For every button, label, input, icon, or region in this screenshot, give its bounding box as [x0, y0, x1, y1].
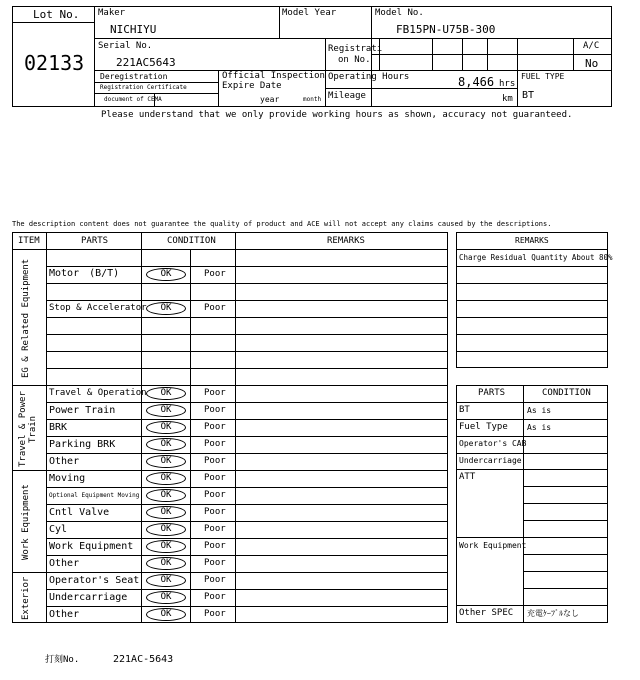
poor-cntl-valve: Poor — [204, 507, 226, 517]
ok-circle-cyl: OK — [146, 523, 186, 536]
poor-undercarriage: Poor — [204, 592, 226, 602]
maker-value: NICHIYU — [110, 23, 157, 36]
poor-stop: Poor — [204, 303, 226, 313]
ok-circle-stop: OK — [146, 302, 186, 315]
registration-label-2: on No. — [338, 55, 371, 65]
col-item-header: ITEM — [18, 236, 40, 246]
month-label: month — [303, 96, 322, 103]
right-other-spec-value: 充電ｹｰﾌﾞﾙなし — [527, 609, 579, 618]
ok-circle-operators-seat: OK — [146, 574, 186, 587]
part-cyl: Cyl — [49, 524, 68, 535]
mileage-label: Mileage — [328, 91, 366, 101]
part-other-work: Other — [49, 558, 80, 569]
right-part-bt: BT — [459, 405, 470, 415]
ok-circle-other-exterior: OK — [146, 608, 186, 621]
ok-circle-brk: OK — [146, 421, 186, 434]
hours-accuracy-note: Please understand that we only provide working hours as shown, accuracy not guaranteed. — [101, 110, 573, 120]
ok-circle-motor: OK — [146, 268, 186, 281]
model-no-value: FB15PN-U75B-300 — [396, 23, 496, 36]
part-stop-accelerator: Stop & Accelerator — [49, 303, 147, 313]
inspection-label-2: Expire Date — [222, 81, 282, 91]
ok-circle-optional: OK — [146, 489, 186, 502]
right-part-att: ATT — [459, 472, 476, 482]
group-eg-related-equipment: EG & Related Equipment — [21, 258, 31, 378]
ok-circle-moving: OK — [146, 472, 186, 485]
group-work-equipment: Work Equipment — [21, 484, 31, 560]
poor-cyl: Poor — [204, 524, 226, 534]
part-moving: Moving — [49, 473, 86, 484]
fuel-type-value: BT — [522, 90, 535, 101]
right-col-condition-header: CONDITION — [542, 388, 591, 398]
poor-brk: Poor — [204, 422, 226, 432]
part-other-exterior: Other — [49, 609, 80, 620]
ok-circle-work-equipment: OK — [146, 540, 186, 553]
deregistration-label: Deregistration — [100, 72, 168, 81]
part-parking-brk: Parking BRK — [49, 439, 116, 450]
right-part-work-equipment: Work Equipment — [459, 541, 527, 550]
ok-circle-parking-brk: OK — [146, 438, 186, 451]
poor-work-equipment: Poor — [204, 541, 226, 551]
part-travel-operation: Travel & Operation — [49, 388, 147, 398]
cema-document-label: document of CEMA — [104, 96, 162, 103]
poor-travel-operation: Poor — [204, 388, 226, 398]
right-part-fuel-type: Fuel Type — [459, 422, 508, 432]
part-optional-equipment-moving: Optional Equipment Moving — [49, 492, 140, 499]
lot-label: Lot No. — [33, 8, 80, 21]
right-bt-condition: As is — [527, 406, 552, 415]
stamp-number-value: 221AC-5643 — [113, 654, 174, 665]
part-other-travel: Other — [49, 456, 80, 467]
col-condition-header: CONDITION — [167, 236, 216, 246]
part-cntl-valve: Cntl Valve — [49, 507, 110, 518]
poor-power-train: Poor — [204, 405, 226, 415]
group-travel-line-2: Train — [27, 415, 38, 443]
part-operators-seat: Operator's Seat — [49, 575, 140, 586]
part-undercarriage: Undercarriage — [49, 592, 128, 603]
right-part-other-spec: Other SPEC — [459, 608, 514, 618]
poor-operators-seat: Poor — [204, 575, 226, 585]
poor-optional: Poor — [204, 490, 226, 500]
inspection-label: Official Inspection — [222, 71, 325, 81]
operating-hours-value: 8,466 — [458, 75, 495, 89]
hours-unit: hrs — [499, 79, 516, 89]
right-col-parts-header: PARTS — [478, 388, 506, 398]
group-travel-line-1: Travel & Power — [18, 391, 28, 467]
ok-circle-other-travel: OK — [146, 455, 186, 468]
ok-circle-travel-operation: OK — [146, 387, 186, 400]
col-remarks-header: REMARKS — [327, 236, 365, 246]
serial-value: 221AC5643 — [116, 56, 176, 69]
part-motor: Motor (B/T) — [49, 268, 120, 279]
group-travel-power-train — [19, 389, 41, 469]
poor-moving: Poor — [204, 473, 226, 483]
model-no-label: Model No. — [375, 8, 424, 18]
ok-circle-power-train: OK — [146, 404, 186, 417]
fuel-type-label: FUEL TYPE — [521, 72, 565, 81]
col-parts-header: PARTS — [81, 236, 109, 246]
ac-value: No — [585, 57, 599, 70]
right-part-undercarriage: Undercarriage — [459, 456, 522, 465]
poor-other-work: Poor — [204, 558, 226, 568]
poor-other-travel: Poor — [204, 456, 226, 466]
maker-label: Maker — [98, 8, 126, 18]
ok-circle-cntl-valve: OK — [146, 506, 186, 519]
poor-motor: Poor — [204, 269, 226, 279]
operating-hours-label: Operating Hours — [328, 72, 410, 82]
right-remarks-text: Charge Residual Quantity About 80% — [459, 253, 613, 262]
ok-circle-undercarriage: OK — [146, 591, 186, 604]
stamp-number-label: 打刻No. — [45, 655, 80, 665]
model-year-label: Model Year — [282, 8, 337, 18]
disclaimer-text: The description content does not guarantee the quality of product and ACE will not accept any claims caused by the descriptions. — [12, 220, 552, 228]
ac-label: A/C — [583, 41, 600, 51]
right-part-operators-cab: Operator's CAB — [459, 439, 527, 448]
registration-certificate-label: Registration Certificate — [100, 84, 187, 91]
poor-parking-brk: Poor — [204, 439, 226, 449]
year-label: year — [260, 95, 280, 104]
km-unit: km — [502, 94, 513, 104]
ok-circle-other-work: OK — [146, 557, 186, 570]
group-exterior: Exterior — [21, 576, 31, 620]
right-fuel-condition: As is — [527, 423, 552, 432]
part-brk: BRK — [49, 422, 68, 433]
poor-other-exterior: Poor — [204, 609, 226, 619]
lot-number: 02133 — [24, 51, 85, 75]
right-remarks-header: REMARKS — [515, 236, 549, 245]
serial-label: Serial No. — [98, 41, 153, 51]
registration-label: Registrati — [328, 44, 383, 54]
part-work-equipment: Work Equipment — [49, 541, 134, 552]
part-power-train: Power Train — [49, 405, 116, 416]
